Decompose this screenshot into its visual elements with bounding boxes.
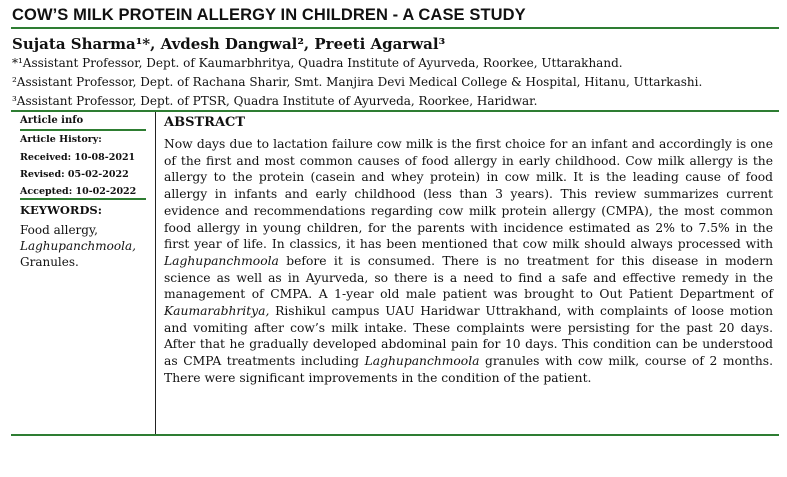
abstract-text-1: Now days due to lactation failure cow milk is the first choice for an infant and accordingly is one of the first and most common causes of food allergy in early childhood. Cow milk allergy is the allergy to the protein (casein and whey protein) in cow milk. It is the leading cause of food allergy in infants and early childhood (less than 3 years). This review summarizes current evidence and recommendations regarding cow milk protein allergy (CMPA), the most common food allergy in young children, for the parents with incidence estimated as 2% to 7.5% in the first year of life. In classics, it has been mentioned that cow milk should always processed with [164,137,773,252]
revised-date: Revised: 05-02-2022 [20,169,129,180]
article-history-label: Article History: [20,134,102,145]
keyword-1: Food allergy, [20,223,98,237]
keyword-3: Granules. [20,255,79,269]
affiliation-2: ²Assistant Professor, Dept. of Rachana Sharir, Smt. Manjira Devi Medical College & Hospital, Hitanu, Uttarkashi. [12,75,703,89]
keywords-heading: KEYWORDS: [20,203,102,217]
article-info-heading: Article info [20,115,84,126]
author-list: Sujata Sharma¹*, Avdesh Dangwal², Preeti Agarwal³ [12,35,446,53]
bottom-divider [11,434,779,436]
abstract-italic-1: Laghupanchmoola [164,253,279,268]
abstract-body [164,136,773,387]
abstract-heading: ABSTRACT [164,115,246,130]
received-date: Received: 10-08-2021 [20,152,136,163]
affiliation-3: ³Assistant Professor, Dept. of PTSR, Quadra Institute of Ayurveda, Roorkee, Haridwar. [12,94,538,108]
abstract-italic-2: Kaumarabhritya, [164,304,270,319]
abstract-italic-3: Laghupanchmoola [364,354,480,369]
keywords-list [20,222,155,270]
top-divider [11,27,779,29]
keyword-2: Laghupanchmoola, [20,239,136,253]
abstract-text-2: before it is consumed. There is no treatment for this disease in modern science as well as in Ayurveda, so there is a need to find a safe and effective remedy in the management of CMPA. A 1-year old male patient was brought to Out Patient Department of [164,253,773,302]
info-divider-bottom [20,198,146,200]
affiliation-1: *¹Assistant Professor, Dept. of Kaumarbhritya, Quadra Institute of Ayurveda, Roorkee, Uttarakhand. [12,56,623,70]
accepted-date: Accepted: 10-02-2022 [20,186,137,197]
info-divider [20,129,146,131]
abstract-text-4: granules with cow milk, course of 2 months. There were significant improvements in the condition of the patient. [164,354,773,385]
column-separator [155,112,156,434]
article-title: COW’S MILK PROTEIN ALLERGY IN CHILDREN - A CASE STUDY [12,6,526,24]
header-divider [11,110,779,112]
abstract-text-3: Rishikul campus UAU Haridwar Uttrakhand, with complaints of loose motion and vomiting after cow’s milk intake. These complaints were persisting for the past 20 days. After that he gradually developed abdominal pain for 10 days. This condition can be understood as CMPA treatments including [164,304,773,369]
